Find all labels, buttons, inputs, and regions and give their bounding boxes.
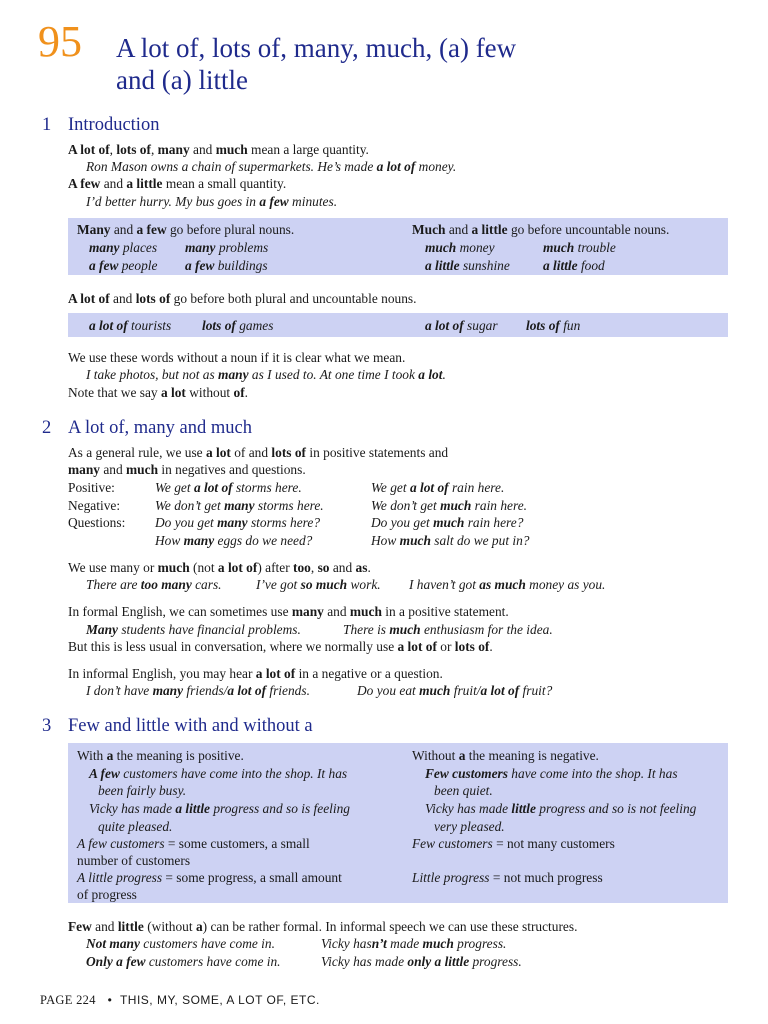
example-line: How much salt do we put in? (371, 533, 530, 548)
box-heading: With a the meaning is positive. (77, 748, 244, 763)
example-line: Vicky has made only a little progress. (321, 954, 522, 969)
box-example: much trouble (543, 240, 616, 255)
example-line: I don’t have many friends/a lot of friends. (86, 683, 310, 698)
box-definition: Little progress = not much progress (412, 870, 603, 885)
section-number: 1 (42, 115, 52, 135)
page-number: PAGE 224 (40, 993, 96, 1007)
box-example: quite pleased. (98, 819, 173, 834)
example-label: Negative: (68, 498, 121, 513)
box-definition: of progress (77, 887, 137, 902)
footer-section: THIS, MY, SOME, A LOT OF, ETC. (119, 993, 320, 1007)
box-example: a little sunshine (425, 258, 510, 273)
box-heading: Without a the meaning is negative. (412, 748, 599, 763)
example-label: Positive: (68, 480, 115, 495)
box-example: a lot of sugar (425, 318, 498, 333)
box-example: many places (89, 240, 158, 255)
unit-title-line1: A lot of, lots of, many, much, (a) few (116, 33, 517, 63)
box-definition: A few customers = some customers, a small (77, 836, 310, 851)
box-example: Vicky has made a little progress and so is feeling (89, 801, 350, 816)
box-example: a few people (89, 258, 158, 273)
box-definition: number of customers (77, 853, 191, 868)
text-line: We use many or much (not a lot of) after too, so and as. (68, 560, 371, 575)
text-line: A lot of, lots of, many and much mean a large quantity. (68, 142, 369, 157)
box-heading: Many and a few go before plural nouns. (77, 222, 295, 237)
page-footer (40, 993, 320, 1008)
example-line: There are too many cars. (86, 577, 222, 592)
text-line: Note that we say a lot without of. (68, 385, 249, 400)
box-example: very pleased. (434, 819, 505, 834)
example-line: We get a lot of rain here. (371, 480, 505, 495)
box-example: lots of games (202, 318, 274, 333)
example-line: I take photos, but not as many as I used to. At one time I took a lot. (86, 367, 446, 382)
text-line: But this is less usual in conversation, where we normally use a lot of or lots of. (68, 639, 493, 654)
text-line: A lot of and lots of go before both plural and uncountable nouns. (68, 291, 417, 306)
box-example: a few buildings (185, 258, 268, 273)
example-line: How many eggs do we need? (155, 533, 313, 548)
box-example: A few customers have come into the shop. It has (89, 766, 348, 781)
section-title: Few and little with and without a (68, 716, 313, 736)
example-line: Many students have financial problems. (86, 622, 301, 637)
text-line: Few and little (without a) can be rather formal. In informal speech we can use these structures. (68, 919, 578, 934)
example-line: We get a lot of storms here. (155, 480, 302, 495)
example-line: I’ve got so much work. (256, 577, 381, 592)
section-title: Introduction (68, 115, 160, 135)
example-line: Only a few customers have come in. (86, 954, 281, 969)
example-line: Do you get many storms here? (155, 515, 321, 530)
text-line: In formal English, we can sometimes use many and much in a positive statement. (68, 604, 509, 619)
text-line: As a general rule, we use a lot of and lots of in positive statements and (68, 445, 449, 460)
example-line: Ron Mason owns a chain of supermarkets. He’s made a lot of money. (86, 159, 457, 174)
bullet-icon: • (107, 993, 113, 1007)
text-line: In informal English, you may hear a lot of in a negative or a question. (68, 666, 443, 681)
box-example: much money (425, 240, 495, 255)
box-example: Few customers have come into the shop. It has (425, 766, 678, 781)
box-definition: A little progress = some progress, a small amount (77, 870, 342, 885)
unit-title-line2: and (a) little (116, 64, 248, 95)
box-example: lots of fun (526, 318, 581, 333)
example-line: There is much enthusiasm for the idea. (343, 622, 553, 637)
box-definition: Few customers = not many customers (412, 836, 615, 851)
text-line: A few and a little mean a small quantity. (68, 176, 287, 191)
example-line: Do you eat much fruit/a lot of fruit? (357, 683, 553, 698)
unit-number: 95 (38, 17, 82, 66)
example-line: Not many customers have come in. (86, 936, 275, 951)
example-line: Vicky hasn’t made much progress. (321, 936, 507, 951)
box-example: many problems (185, 240, 269, 255)
example-line: We don’t get many storms here. (155, 498, 324, 513)
unit-title (116, 33, 516, 97)
box-example: been fairly busy. (98, 783, 187, 798)
example-label: Questions: (68, 515, 126, 530)
section-title: A lot of, many and much (68, 418, 252, 438)
section-number: 3 (42, 716, 52, 736)
box-heading: Much and a little go before uncountable nouns. (412, 222, 670, 237)
box-example: Vicky has made little progress and so is not feeling (425, 801, 697, 816)
example-line: I haven’t got as much money as you. (409, 577, 606, 592)
box-example: a little food (543, 258, 605, 273)
example-line: I’d better hurry. My bus goes in a few minutes. (86, 194, 338, 209)
box-example: been quiet. (434, 783, 493, 798)
example-line: We don’t get much rain here. (371, 498, 527, 513)
section-number: 2 (42, 418, 52, 438)
text-line: many and much in negatives and questions. (68, 462, 306, 477)
example-line: Do you get much rain here? (371, 515, 524, 530)
text-line: We use these words without a noun if it is clear what we mean. (68, 350, 406, 365)
box-example: a lot of tourists (89, 318, 172, 333)
